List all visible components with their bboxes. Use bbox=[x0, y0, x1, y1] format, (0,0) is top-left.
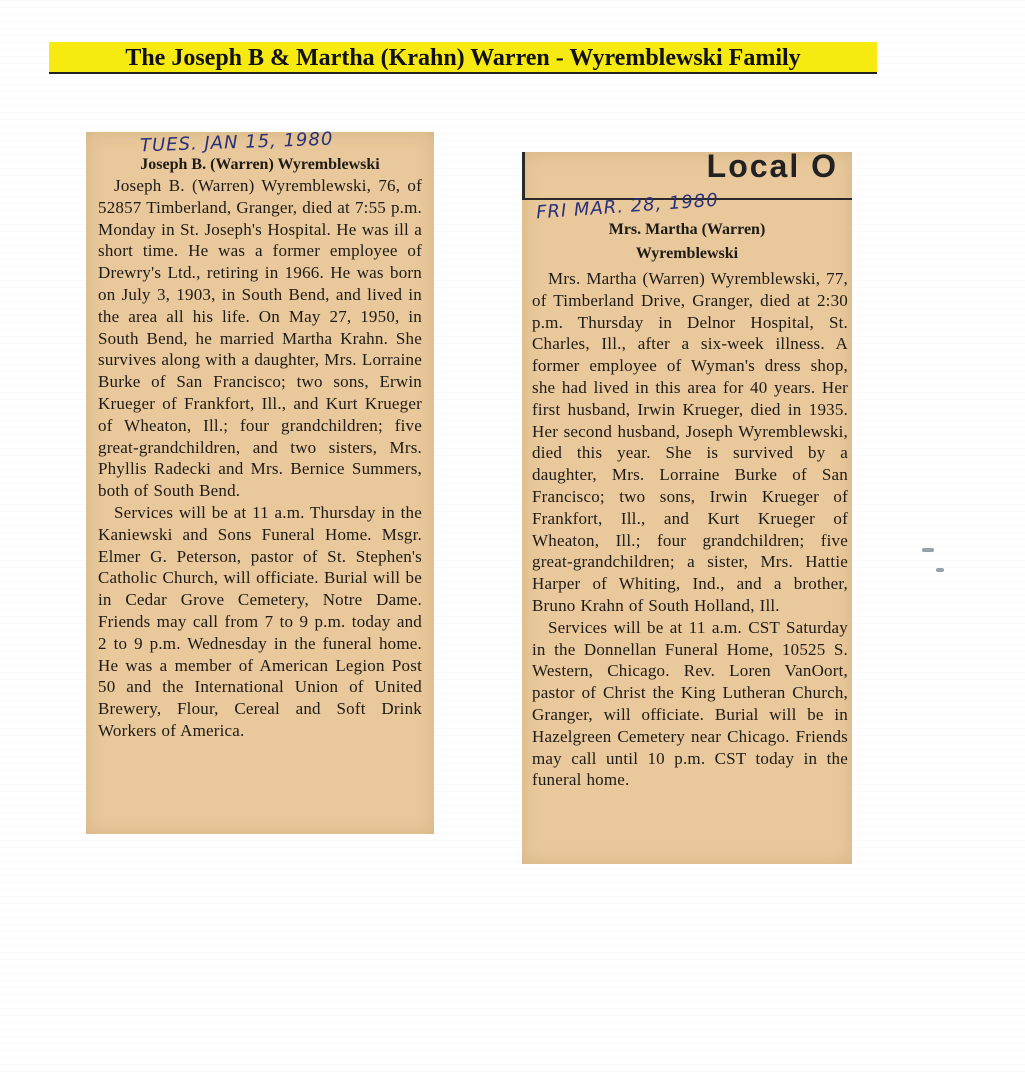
handwritten-date: FRI MAR. 28, 1980 bbox=[535, 189, 720, 224]
obituary-headline-line2: Wyremblewski bbox=[635, 245, 739, 262]
scan-speck bbox=[922, 548, 934, 552]
page-title: The Joseph B & Martha (Krahn) Warren - Wyremblewski Family bbox=[49, 42, 877, 74]
scan-speck bbox=[936, 568, 944, 572]
obituary-paragraph: Services will be at 11 a.m. CST Saturday in the Donnellan Funeral Home, 10525 S. Western, Chicago. Rev. Loren VanOort, pastor of Christ the King Lutheran Church, Granger, will officiate. Burial will be in Hazelgreen Cemetery near Chicago. Friends may call until 10 p.m. CST today in the funeral home. bbox=[532, 617, 848, 790]
obituary-paragraph: Joseph B. (Warren) Wyremblewski, 76, of 52857 Timberland, Granger, died at 7:55 p.m. Monday in St. Joseph's Hospital. He was ill a short time. He was a former employee of Drewry's Ltd., retiring in 1966. He was born on July 3, 1903, in South Bend, and lived in the area all his life. On May 27, 1950, in South Bend, he married Martha Krahn. She survives along with a daughter, Mrs. Lorraine Burke of San Francisco; two sons, Erwin Krueger of Frankfort, Ill., and Kurt Krueger of Wheaton, Ill.; four grandchildren; five great-grandchildren, and two sisters, Mrs. Phyllis Radecki and Mrs. Bernice Summers, both of South Bend. bbox=[98, 176, 422, 501]
obituary-headline-line1: Mrs. Martha (Warren) bbox=[608, 221, 766, 238]
obituary-body bbox=[532, 268, 848, 791]
obituary-paragraph: Services will be at 11 a.m. Thursday in the Kaniewski and Sons Funeral Home. Msgr. Elmer G. Peterson, pastor of St. Stephen's Catholic Church, will officiate. Burial will be in Cedar Grove Cemetery, Notre Dame. Friends may call from 7 to 9 p.m. today and 2 to 9 p.m. Wednesday in the funeral home. He was a member of American Legion Post 50 and the International Union of United Brewery, Flour, Cereal and Soft Drink Workers of America. bbox=[98, 502, 422, 740]
header-rule bbox=[522, 152, 525, 200]
obituary-body bbox=[98, 175, 422, 742]
obituary-paragraph: Mrs. Martha (Warren) Wyremblewski, 77, of Timberland Drive, Granger, died at 2:30 p.m. Thursday in Delnor Hospital, St. Charles, Ill., after a six-week illness. A former employee of Wyman's dress shop, she had lived in this area for 40 years. Her first husband, Irwin Krueger, died in 1935. Her second husband, Joseph Wyremblewski, died this year. She is survived by a daughter, Mrs. Lorraine Burke of San Francisco; two sons, Irwin Krueger of Frankfort, Ill., and Kurt Krueger of Wheaton, Ill.; four grandchildren; five great-grandchildren; a sister, Mrs. Hattie Harper of Whiting, Ind., and a brother, Bruno Krahn of South Holland, Ill. bbox=[532, 269, 848, 615]
obituary-clipping-joseph bbox=[86, 128, 434, 834]
handwritten-date: TUES. JAN 15, 1980 bbox=[139, 128, 334, 157]
obituary-headline: Joseph B. (Warren) Wyremblewski bbox=[140, 156, 380, 173]
section-header-text: Local O bbox=[706, 148, 838, 184]
obituary-clipping-martha bbox=[522, 148, 852, 864]
